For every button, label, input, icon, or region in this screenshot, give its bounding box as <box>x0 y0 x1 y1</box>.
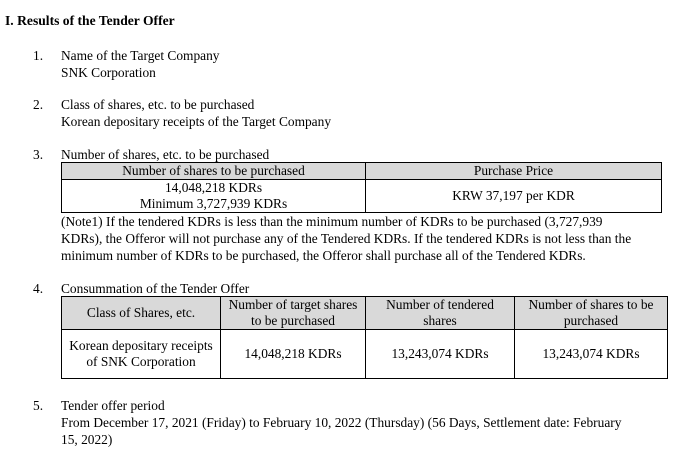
table-header: Number of target shares to be purchased <box>221 297 366 330</box>
section-heading: Name of the Target Company <box>61 48 220 63</box>
table-cell <box>62 180 366 213</box>
consummation-table <box>61 296 668 379</box>
section-number: 2. <box>33 97 44 112</box>
section-heading: Number of shares, etc. to be purchased <box>61 147 270 162</box>
table-header: Class of Shares, etc. <box>62 297 221 330</box>
table-header: Purchase Price <box>366 163 662 180</box>
section-heading: Consummation of the Tender Offer <box>61 281 250 296</box>
table-cell: Korean depositary receipts of SNK Corporation <box>62 330 221 379</box>
section-number: 1. <box>33 48 44 63</box>
shares-to-purchase: 14,048,218 KDRs <box>164 180 263 195</box>
note-line: KDRs), the Offeror will not purchase any of the Tendered KDRs. If the tendered KDRs is not less than the <box>61 231 632 246</box>
table-cell: 13,243,074 KDRs <box>515 330 668 379</box>
note-line: (Note1) If the tendered KDRs is less than the minimum number of KDRs to be purchased (3,727,939 <box>61 214 603 229</box>
minimum-shares: Minimum 3,727,939 KDRs <box>139 196 288 211</box>
purchase-table <box>61 162 662 213</box>
section-body: Korean depositary receipts of the Target Company <box>61 114 332 129</box>
section-heading: Tender offer period <box>61 398 165 413</box>
period-line: 15, 2022) <box>61 432 113 447</box>
purchase-price: KRW 37,197 per KDR <box>452 188 575 203</box>
note-line: minimum number of KDRs to be purchased, the Offeror shall purchase all of the Tendered KDRs. <box>61 248 586 263</box>
table-cell: 14,048,218 KDRs <box>221 330 366 379</box>
section-heading: Class of shares, etc. to be purchased <box>61 97 255 112</box>
section-number: 5. <box>33 398 44 413</box>
section-number: 3. <box>33 147 44 162</box>
table-cell <box>366 180 662 213</box>
period-line: From December 17, 2021 (Friday) to February 10, 2022 (Thursday) (56 Days, Settlement date: February <box>61 415 622 430</box>
section-number: 4. <box>33 281 44 296</box>
section-body: SNK Corporation <box>61 65 156 80</box>
page-title: I. Results of the Tender Offer <box>5 13 175 28</box>
table-header: Number of shares to be purchased <box>62 163 366 180</box>
table-cell: 13,243,074 KDRs <box>366 330 515 379</box>
table-header: Number of shares to be purchased <box>515 297 668 330</box>
table-header: Number of tendered shares <box>366 297 515 330</box>
